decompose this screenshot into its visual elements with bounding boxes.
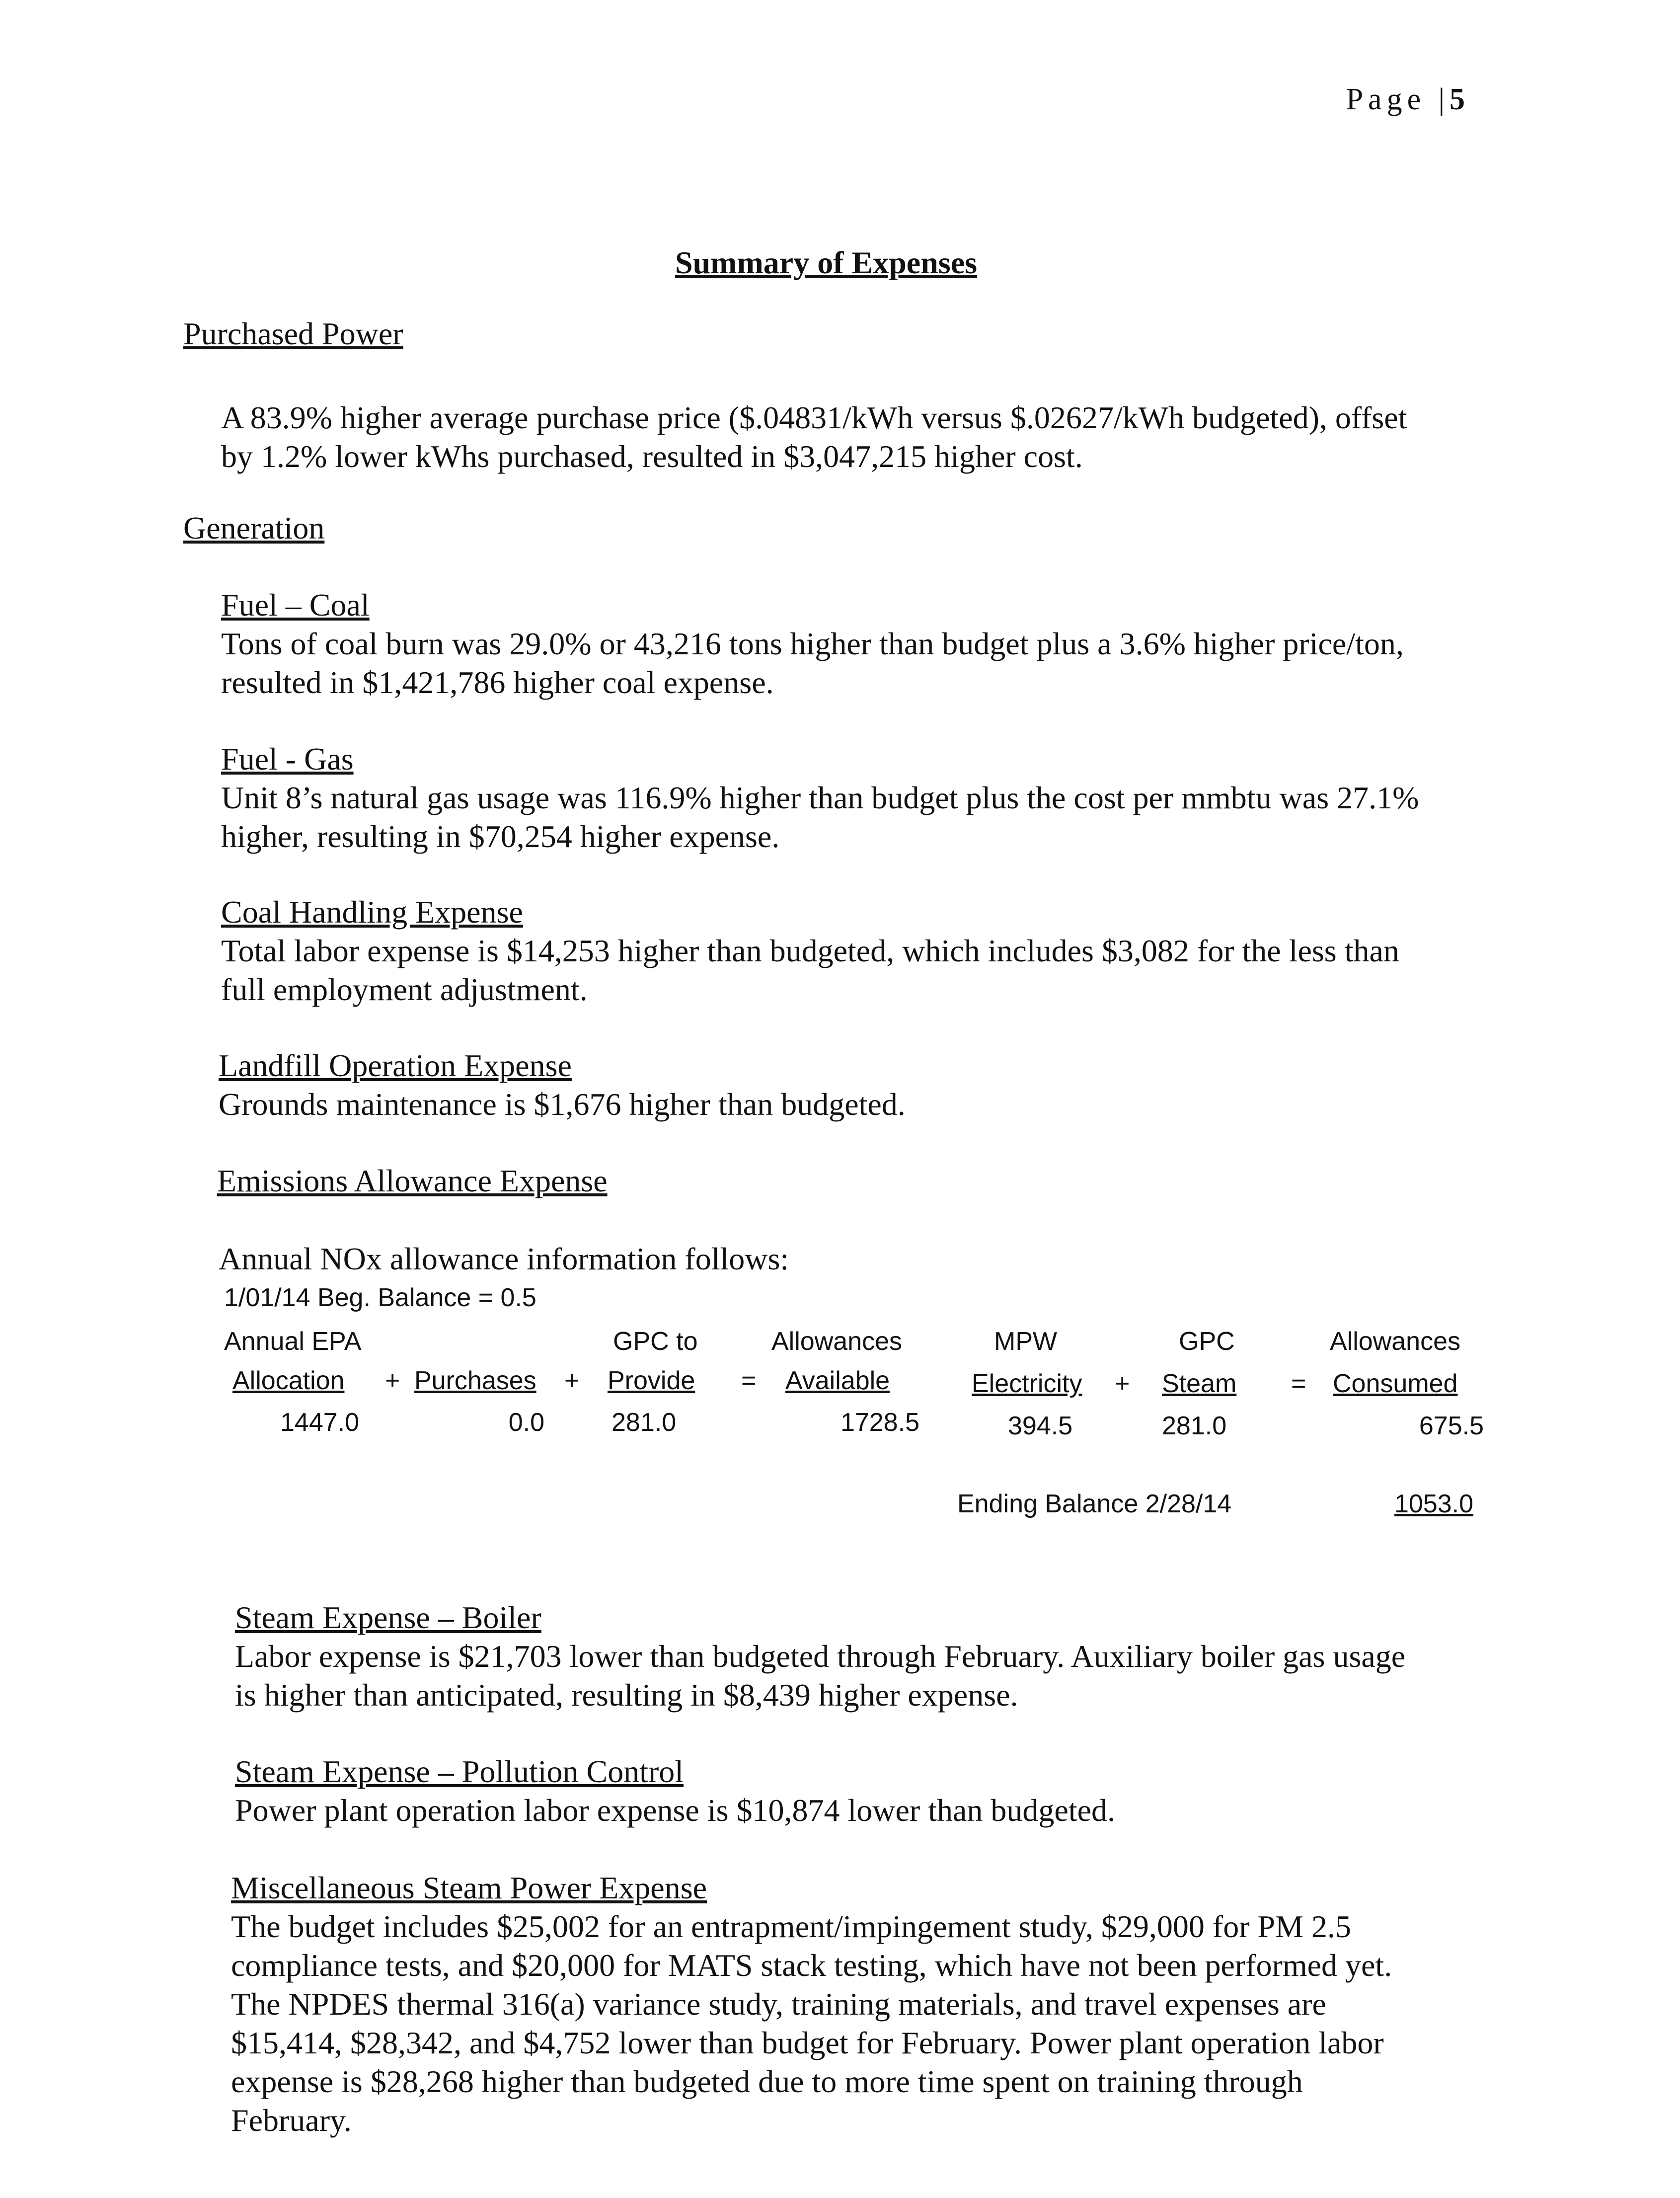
text-line: full employment adjustment. [221, 972, 588, 1007]
page-number: 5 [1450, 82, 1470, 116]
text-line: is higher than anticipated, resulting in $8,439 higher expense. [235, 1677, 1018, 1713]
page-title: Summary of Expenses [675, 245, 978, 280]
value-purchases: 0.0 [508, 1408, 544, 1437]
header-gpc-to: GPC to [613, 1327, 698, 1356]
section-coal-handling [221, 893, 1399, 1009]
value-provide: 281.0 [611, 1408, 677, 1437]
section-steam-pollution-control [235, 1752, 1115, 1830]
header-available: Available [785, 1366, 890, 1395]
section-generation [183, 509, 324, 548]
text-line: The NPDES thermal 316(a) variance study, training materials, and travel expenses are [231, 1986, 1326, 2022]
ending-balance-value: 1053.0 [1394, 1490, 1474, 1518]
section-purchased-power [183, 314, 403, 353]
header-electricity: Electricity [972, 1369, 1082, 1398]
emissions-intro: Annual NOx allowance information follows: [219, 1241, 789, 1276]
header-provide: Provide [608, 1366, 695, 1395]
section-landfill [219, 1046, 906, 1124]
text-line: higher, resulting in $70,254 higher expense. [221, 819, 780, 854]
value-allocation: 1447.0 [280, 1408, 360, 1437]
section-fuel-gas [221, 740, 1419, 856]
text-line: The budget includes $25,002 for an entrapment/impingement study, $29,000 for PM 2.5 [231, 1909, 1352, 1944]
text-line: Labor expense is $21,703 lower than budgeted through February. Auxiliary boiler gas usage [235, 1639, 1406, 1674]
text-line: A 83.9% higher average purchase price ($.04831/kWh versus $.02627/kWh budgeted), offset [221, 400, 1407, 435]
header-allocation: Allocation [232, 1366, 345, 1395]
text-line: Tons of coal burn was 29.0% or 43,216 tons higher than budget plus a 3.6% higher price/ton, [221, 626, 1404, 661]
header-annual-epa: Annual EPA [224, 1327, 362, 1356]
subsection-heading: Steam Expense – Pollution Control [235, 1754, 684, 1789]
section-steam-boiler [235, 1598, 1405, 1715]
operator-equals: = [741, 1366, 757, 1395]
page-number-header [1346, 82, 1470, 117]
operator-plus: + [385, 1366, 400, 1395]
header-allowances-2: Allowances [1330, 1327, 1461, 1356]
subsection-heading: Landfill Operation Expense [219, 1048, 572, 1083]
text-line: Unit 8’s natural gas usage was 116.9% higher than budget plus the cost per mmbtu was 27.1% [221, 780, 1419, 815]
subsection-heading: Miscellaneous Steam Power Expense [231, 1870, 707, 1905]
operator-plus: + [564, 1366, 580, 1395]
subsection-heading: Emissions Allowance Expense [217, 1163, 608, 1198]
subsection-heading: Steam Expense – Boiler [235, 1600, 541, 1635]
beginning-balance: 1/01/14 Beg. Balance = 0.5 [224, 1283, 536, 1312]
text-line: by 1.2% lower kWhs purchased, resulted in $3,047,215 higher cost. [221, 439, 1083, 474]
section-heading: Purchased Power [183, 316, 403, 351]
text-line: $15,414, $28,342, and $4,752 lower than budget for February. Power plant operation labor [231, 2025, 1384, 2060]
section-fuel-coal [221, 586, 1404, 702]
text-line: Grounds maintenance is $1,676 higher than budgeted. [219, 1087, 906, 1122]
text-line: February. [231, 2103, 352, 2138]
header-mpw: MPW [994, 1327, 1058, 1356]
text-line: Power plant operation labor expense is $10,874 lower than budgeted. [235, 1793, 1115, 1828]
page-label: Page | [1346, 82, 1450, 116]
header-steam: Steam [1162, 1369, 1237, 1398]
text-line: expense is $28,268 higher than budgeted due to more time spent on training through [231, 2064, 1303, 2099]
header-allowances: Allowances [771, 1327, 903, 1356]
value-steam: 281.0 [1162, 1412, 1227, 1440]
value-available: 1728.5 [840, 1408, 919, 1437]
value-consumed: 675.5 [1419, 1412, 1484, 1440]
ending-balance-label: Ending Balance 2/28/14 [957, 1490, 1232, 1518]
operator-plus: + [1115, 1369, 1130, 1398]
value-electricity: 394.5 [1008, 1412, 1073, 1440]
text-line: compliance tests, and $20,000 for MATS stack testing, which have not been performed yet. [231, 1948, 1392, 1983]
header-purchases: Purchases [414, 1366, 536, 1395]
subsection-heading: Fuel - Gas [221, 741, 354, 777]
header-gpc: GPC [1179, 1327, 1235, 1356]
subsection-heading: Fuel – Coal [221, 587, 370, 623]
section-misc-steam-power [231, 1869, 1392, 2140]
purchased-power-text [221, 398, 1407, 476]
subsection-heading: Coal Handling Expense [221, 894, 523, 930]
header-consumed: Consumed [1333, 1369, 1458, 1398]
section-heading: Generation [183, 510, 325, 546]
text-line: resulted in $1,421,786 higher coal expense. [221, 665, 774, 700]
text-line: Total labor expense is $14,253 higher than budgeted, which includes $3,082 for the less than [221, 933, 1399, 968]
operator-equals: = [1291, 1369, 1306, 1398]
section-emissions [217, 1162, 608, 1200]
